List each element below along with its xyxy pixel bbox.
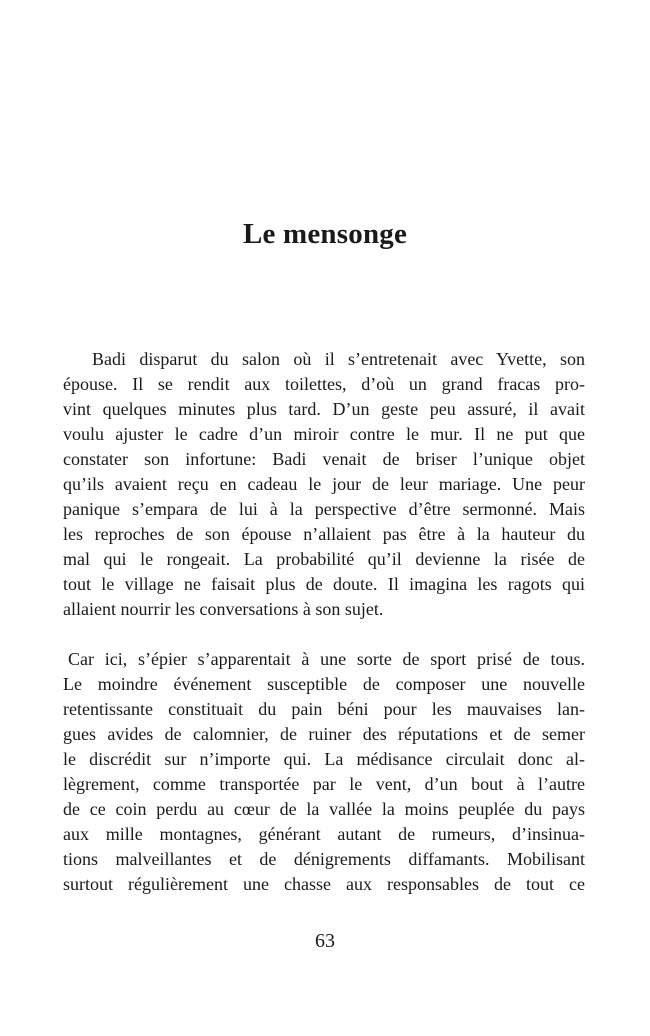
text-line: aux mille montagnes, générant autant de rumeurs, d’insinua- xyxy=(63,824,585,844)
text-line: le discrédit sur n’importe qui. La médisance circulait donc al- xyxy=(63,749,585,769)
text-line: constater son infortune: Badi venait de briser l’unique objet xyxy=(63,449,585,469)
text-line: gues avides de calomnier, de ruiner des réputations et de semer xyxy=(63,724,585,744)
text-line: vint quelques minutes plus tard. D’un geste peu assuré, il avait xyxy=(63,399,585,419)
text-line: Badi disparut du salon où il s’entretenait avec Yvette, son xyxy=(92,349,585,369)
paragraph xyxy=(63,347,585,622)
text-line: Car ici, s’épier s’apparentait à une sorte de sport prisé de tous. xyxy=(68,649,585,669)
text-line: mal qui le rongeait. La probabilité qu’il devienne la risée de xyxy=(63,549,585,569)
text-line: lègrement, comme transportée par le vent, d’un bout à l’autre xyxy=(63,774,585,794)
chapter-title: Le mensonge xyxy=(242,218,408,250)
paragraph xyxy=(63,647,585,897)
text-line: allaient nourrir les conversations à son sujet. xyxy=(63,599,384,619)
text-line: panique s’empara de lui à la perspective d’être sermonné. Mais xyxy=(63,499,585,519)
text-line: les reproches de son épouse n’allaient pas être à la hauteur du xyxy=(63,524,585,544)
text-line: qu’ils avaient reçu en cadeau le jour de leur mariage. Une peur xyxy=(63,474,585,494)
text-line: surtout régulièrement une chasse aux responsables de tout ce xyxy=(63,874,585,894)
page-number: 63 xyxy=(315,930,335,952)
body-text xyxy=(63,347,585,897)
text-line: épouse. Il se rendit aux toilettes, d’où un grand fracas pro- xyxy=(63,374,585,394)
text-line: de ce coin perdu au cœur de la vallée la moins peuplée du pays xyxy=(63,799,585,819)
text-line: voulu ajuster le cadre d’un miroir contre le mur. Il ne put que xyxy=(63,424,585,444)
text-line: retentissante constituait du pain béni pour les mauvaises lan- xyxy=(63,699,585,719)
text-line: Le moindre événement susceptible de composer une nouvelle xyxy=(63,674,585,694)
text-line: tions malveillantes et de dénigrements diffamants. Mobilisant xyxy=(63,849,585,869)
text-line: tout le village ne faisait plus de doute. Il imagina les ragots qui xyxy=(63,574,585,594)
